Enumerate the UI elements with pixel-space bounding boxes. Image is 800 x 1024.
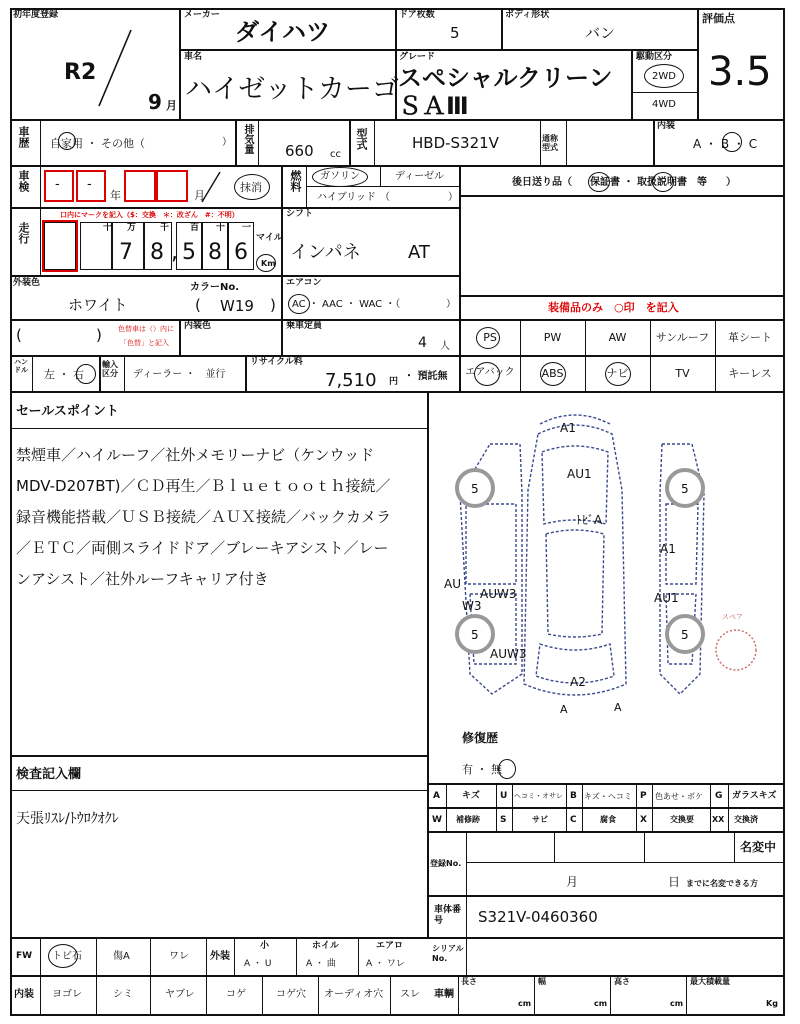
legend-r2-c1: W	[432, 815, 442, 825]
b1-scratch: 傷A	[113, 951, 130, 962]
shift-label: シフト	[286, 209, 314, 219]
sales-point-line-5: ンアシスト／社外ルーフキャリア付き	[16, 570, 269, 588]
car-diagram	[430, 394, 782, 724]
int-tear: ヤブレ	[165, 989, 195, 1000]
registration-month-unit: 月	[566, 875, 579, 889]
serial-label: シリアルNo.	[432, 944, 464, 963]
legend-div-6	[636, 784, 637, 832]
legend-r2-c9: XX	[712, 815, 725, 824]
mileage-comma: ,	[171, 240, 178, 265]
aero-value: A ・ ワレ	[366, 959, 405, 969]
serial-divider	[466, 938, 467, 976]
mark-tobi-a: ﾄﾋﾞA	[576, 513, 603, 527]
int-audio-hole: オーディオ穴	[324, 989, 384, 1000]
mark-a2: A2	[570, 675, 586, 689]
fuel-diesel: ディーゼル	[395, 171, 444, 182]
inspector-cell	[10, 756, 428, 938]
legend-r1-c1: A	[433, 791, 440, 801]
legend-r1-c6: キズ・ヘコミ	[584, 792, 632, 801]
equip-col-divider-3	[650, 320, 651, 392]
color-change-note-2: 「色替」と記入	[120, 339, 169, 347]
history-label: 車歴	[17, 126, 30, 148]
equip-aw: AW	[608, 331, 627, 344]
mark-a-rear-left: A	[560, 703, 568, 716]
registration-label: 登録No.	[430, 859, 462, 868]
equip-ps-circle	[476, 327, 500, 349]
inspection-month-unit: 月	[194, 189, 205, 202]
legend-r1-c4: ヘコミ・オサレ	[514, 792, 563, 800]
b1-div-1	[96, 938, 97, 976]
mileage-note: 口内にマークを記入（$：交換 ＊：改ざん #：不明）	[60, 211, 239, 219]
docs-manual-circle	[652, 172, 674, 192]
mileage-label-divider	[40, 208, 41, 276]
mark-a1-right: A1	[660, 542, 676, 556]
ext-color-value: ホワイト	[68, 296, 128, 314]
registration-box-div-1	[554, 832, 555, 862]
fw-value-circle	[48, 944, 78, 968]
import-value: ディーラー ・ 並行	[133, 369, 226, 380]
fw-value: トビ石	[52, 951, 82, 962]
mileage-unit-jyuman: 十	[103, 223, 113, 233]
ext-color-label: 外装色	[13, 278, 41, 288]
registration-box-div-3	[734, 832, 735, 862]
vin-value: S321V-0460360	[478, 908, 598, 926]
b2-div-3	[206, 976, 207, 1016]
first-reg-slash	[95, 28, 135, 108]
first-reg-era: R2	[64, 60, 97, 85]
color-no-close: )	[270, 296, 276, 314]
aircon-label: エアコン	[286, 278, 322, 288]
model-label: 型式	[355, 128, 368, 150]
int-color-label: 内装色	[184, 321, 212, 331]
legend-r1-c5: B	[570, 791, 577, 801]
repair-value: 有 ・ 無	[462, 763, 502, 776]
legend-div-3	[512, 784, 513, 832]
equip-leather: 革シート	[728, 331, 772, 344]
mark-w3-left: W3	[462, 599, 482, 613]
aircon-close: ）	[446, 299, 456, 310]
small-value: A ・ U	[244, 959, 272, 969]
legend-r2-c3: S	[500, 815, 507, 825]
inspector-note: 天張ﾘｽﾚ/ﾄｳﾛｸｵｸﾚ	[16, 811, 119, 827]
b2-div-1	[96, 976, 97, 1016]
legend-r1-c10: ガラスキズ	[732, 791, 777, 801]
drive-2wd: 2WD	[652, 71, 676, 82]
first-reg-label: 初年度登録	[13, 10, 59, 20]
fw-label: FW	[16, 951, 33, 961]
recycle-label: リサイクル料	[250, 357, 303, 367]
equip-navi: ナビ	[606, 367, 629, 380]
fuel-hybrid: ハイブリッド	[317, 192, 376, 203]
fuel-gas: ガソリン	[320, 171, 360, 182]
history-label-divider	[40, 120, 41, 166]
b1-crack: ワレ	[169, 951, 189, 962]
dims-label: 車輌	[434, 989, 454, 1000]
shift-location: インパネ	[290, 242, 361, 263]
handle-right-circle	[76, 364, 96, 384]
mark-a1-top: A1	[560, 421, 576, 435]
equip-tv: TV	[675, 367, 690, 380]
interior-grade-label: 内装	[657, 121, 676, 131]
mileage-unit-man: 万	[127, 223, 137, 233]
model-label-divider	[374, 120, 375, 166]
mileage-unit-mile: マイル	[256, 233, 283, 243]
fuel-gas-circle	[312, 167, 368, 187]
history-close: ）	[222, 137, 232, 148]
dims-div-3	[686, 976, 687, 1016]
inspection-dash2: -	[87, 177, 92, 192]
legend-r1-c9: G	[715, 791, 723, 801]
sales-point-line-4: ／ＥＴＣ／両側スライドドア／ブレーキアシスト／レー	[16, 539, 389, 557]
maker-label: メーカー	[184, 10, 220, 20]
aircon-ac-circle	[288, 294, 310, 314]
equip-pw: PW	[543, 331, 562, 344]
common-model-divider	[540, 120, 541, 166]
inspection-year-unit: 年	[110, 189, 121, 202]
model-value: HBD-S321V	[412, 134, 499, 152]
equip-col-divider-1	[520, 320, 521, 392]
vin-label-divider	[466, 896, 467, 938]
score-value: 3.5	[708, 49, 772, 95]
b1-div-6	[358, 938, 359, 976]
spare-label: スペア	[722, 613, 743, 621]
sales-point-line-1: 禁煙車／ハイルーフ／社外メモリーナビ（ケンウッド	[16, 446, 375, 464]
fuel-label-divider	[306, 166, 307, 208]
body-label: ボディ形状	[505, 10, 550, 20]
car-name-value: ハイゼットカーゴ	[185, 74, 399, 105]
mileage-digit-7: 6	[234, 240, 248, 265]
exterior-label: 外装	[210, 951, 230, 962]
grade-label: グレード	[399, 52, 436, 62]
shift-type: AT	[408, 242, 430, 263]
legend-div-7	[652, 784, 653, 832]
inspector-label: 検査記入欄	[16, 767, 82, 782]
mark-au-left: AU	[444, 577, 461, 591]
mark-a-rear-right: A	[614, 701, 622, 714]
b2-div-5	[318, 976, 319, 1016]
registration-label-divider	[466, 832, 467, 896]
b1-div-3	[206, 938, 207, 976]
fuel-other-close: ）	[448, 192, 458, 203]
inspection-slash	[200, 170, 222, 204]
fuel-label: 燃料	[289, 170, 302, 192]
maker-value: ダイハツ	[235, 18, 331, 46]
wheel-value: A ・ 曲	[306, 959, 336, 969]
registration-day-unit: 日	[668, 875, 681, 889]
mileage-km-circle	[256, 254, 276, 272]
doors-value: 5	[450, 24, 460, 42]
wheel-label: ホイル	[312, 941, 340, 951]
legend-r2-c8: 交換要	[670, 815, 694, 824]
mileage-digit-3: 7	[119, 240, 133, 265]
equip-navi-circle	[605, 362, 631, 386]
registration-box-div-2	[644, 832, 645, 862]
legend-div-9	[728, 784, 729, 832]
grade-value: スペシャルクリーンＳＡⅢ	[398, 64, 613, 120]
legend-r2-c7: X	[640, 815, 647, 825]
legend-div-5	[582, 784, 583, 832]
import-label: 輸入区分	[102, 360, 118, 378]
equip-sunroof: サンルーフ	[655, 331, 710, 344]
color-no-label: カラーNo.	[190, 282, 240, 293]
tire-rr: 5	[681, 628, 689, 642]
registration-deadline-note: までに名変できる方	[686, 879, 758, 888]
legend-r2-c4: サビ	[532, 815, 548, 824]
car-name-label: 車名	[184, 52, 203, 62]
fuel-col-divider	[380, 166, 381, 186]
legend-div-8	[710, 784, 711, 832]
b2-div-0	[40, 976, 41, 1016]
b1-div-2	[150, 938, 151, 976]
interior-grade-b-circle	[722, 132, 742, 152]
docs-close: ）	[726, 177, 736, 188]
docs-body	[460, 196, 785, 296]
handle-label: ハンドル	[14, 358, 28, 374]
int-rub: スレ	[400, 989, 420, 1000]
equip-col-divider-2	[585, 320, 586, 392]
first-reg-month-unit: 月	[166, 99, 177, 112]
b2-div-6	[390, 976, 391, 1016]
color-no-open: (	[195, 296, 201, 314]
int-dirt: ヨゴレ	[52, 989, 82, 1000]
length-unit: cm	[518, 999, 532, 1008]
import-label-divider	[124, 356, 125, 392]
mark-au1-roof: AU1	[567, 467, 592, 481]
doors-label: ドア枚数	[399, 10, 435, 20]
recycle-value: 7,510	[325, 370, 377, 391]
b2-div-2	[150, 976, 151, 1016]
width-label: 幅	[538, 977, 546, 986]
vin-label: 車体番号	[434, 905, 462, 926]
int-stain: シミ	[113, 989, 133, 1000]
legend-r1-c2: キズ	[462, 791, 480, 801]
fuel-other: （	[380, 192, 390, 203]
load-label: 最大積載量	[690, 977, 730, 986]
legend-div-4	[566, 784, 567, 832]
mileage-unit-ichi: 一	[242, 223, 252, 233]
history-value: 自家用 ・ その他（	[50, 137, 145, 150]
inspection-month-box1	[124, 170, 156, 202]
inspector-label-divider	[10, 790, 428, 791]
docs-label: 後日送り品（	[512, 177, 572, 188]
aircon-value: AC ・ AAC ・ WAC ・（	[292, 299, 401, 310]
equip-ps: PS	[483, 331, 497, 344]
recycle-status: ・ 預託無	[404, 371, 448, 382]
inspection-none: 抹消	[240, 181, 262, 194]
inspection-label-divider	[40, 166, 41, 208]
drive-4wd: 4WD	[652, 99, 676, 110]
mileage-digit-6: 8	[208, 240, 222, 265]
int-burn-hole: コゲ穴	[276, 989, 306, 1000]
displacement-value: 660	[285, 142, 314, 160]
equip-abs-circle	[540, 362, 566, 386]
displacement-label: 排気量	[242, 124, 253, 154]
recycle-unit: 円	[389, 377, 399, 387]
docs-warranty-circle	[588, 172, 610, 192]
color-change-note-1: 色替車は（）内に	[118, 325, 174, 333]
height-label: 高さ	[614, 977, 630, 986]
drive-label: 駆動区分	[636, 52, 673, 62]
inspection-dash1: -	[55, 177, 60, 192]
small-label: 小	[260, 941, 270, 951]
color-change-open: (	[16, 326, 22, 344]
score-label: 評価点	[702, 12, 735, 25]
capacity-unit: 人	[440, 341, 450, 352]
mileage-unit-hyaku: 百	[190, 223, 200, 233]
int-label: 内装	[14, 989, 34, 1000]
legend-r2-c5: C	[570, 815, 577, 825]
docs-items: 保証書 ・ 取扱説明書 等	[590, 177, 707, 188]
model-cell	[350, 120, 654, 166]
aero-label: エアロ	[376, 941, 404, 951]
tire-fl: 5	[471, 482, 479, 496]
mileage-digit-box-1	[44, 222, 76, 270]
mileage-unit-sen: 千	[160, 223, 170, 233]
sales-points-label-divider	[10, 428, 428, 429]
height-unit: cm	[670, 999, 684, 1008]
registration-mid-divider	[466, 862, 785, 863]
mileage-digit-4: 8	[150, 240, 164, 265]
mileage-unit-km: Km	[261, 259, 276, 268]
color-change-close: )	[96, 326, 102, 344]
mileage-unit-jyu: 十	[216, 223, 226, 233]
equip-airbag-circle	[474, 362, 500, 386]
legend-div-2	[496, 784, 497, 832]
width-unit: cm	[594, 999, 608, 1008]
dims-div-1	[534, 976, 535, 1016]
b2-div-4	[262, 976, 263, 1016]
capacity-value: 4	[418, 335, 427, 351]
repair-label: 修復歴	[462, 731, 499, 745]
length-label: 長さ	[461, 977, 477, 986]
color-no-value: W19	[220, 297, 254, 315]
capacity-label: 乗車定員	[286, 321, 323, 331]
equip-header: 装備品のみ ○印 を記入	[548, 301, 679, 314]
handle-label-divider	[32, 356, 33, 392]
inspection-month-box2	[156, 170, 188, 202]
registration-name-change: 名変中	[740, 840, 777, 854]
legend-r1-c7: P	[640, 791, 647, 801]
dims-div-2	[610, 976, 611, 1016]
mileage-label: 走行	[17, 222, 30, 244]
equip-keyless: キーレス	[728, 367, 772, 380]
equip-col-divider-4	[715, 320, 716, 392]
history-jikayo-circle	[58, 132, 76, 150]
legend-r1-c3: U	[500, 791, 508, 801]
first-reg-month: 9	[148, 90, 162, 114]
sales-point-line-3: 録音機能搭載／ＵＳＢ接続／ＡＵＸ接続／バックカメラ	[16, 508, 392, 526]
b1-div-5	[296, 938, 297, 976]
common-model-label: 通称型式	[542, 134, 558, 152]
legend-r2-c2: 補修跡	[456, 815, 480, 824]
drive-2wd-circle	[644, 64, 684, 88]
int-burn: コゲ	[226, 989, 246, 1000]
spare-tire-circle	[716, 630, 756, 670]
body-value: バン	[585, 24, 616, 42]
legend-div-1	[446, 784, 447, 832]
mark-auw3-rear: AUW3	[490, 647, 527, 661]
sales-points-label: セールスポイント	[16, 404, 119, 419]
interior-grade-value: A ・ B ・ C	[693, 137, 758, 151]
legend-r1-c8: 色あせ・ボケ	[655, 792, 703, 801]
load-unit: Kg	[766, 999, 778, 1008]
legend-r2-c10: 交換済	[734, 815, 758, 824]
mark-au1-right: AU1	[654, 591, 679, 605]
inspection-label: 車検	[17, 170, 30, 192]
common-model-value-divider	[566, 120, 567, 166]
displacement-unit: cc	[330, 149, 341, 160]
fw-divider	[40, 938, 41, 976]
displacement-label-divider	[258, 120, 259, 166]
inspection-none-circle	[234, 174, 270, 200]
sales-point-line-2: MDV-D207BT)／ＣＤ再生／Ｂｌｕｅｔｏｏｔｈ接続／	[16, 477, 391, 495]
drive-divider	[632, 92, 698, 93]
equip-airbag: エアバック	[465, 367, 515, 378]
repair-none-circle	[498, 759, 516, 779]
tire-rl: 5	[471, 628, 479, 642]
mileage-digit-5: 5	[182, 240, 196, 265]
handle-value: 左 ・ 右	[44, 368, 84, 381]
equip-abs: ABS	[541, 367, 564, 380]
mark-auw3-left: AUW3	[480, 587, 517, 601]
tire-fr: 5	[681, 482, 689, 496]
legend-r2-c6: 腐食	[600, 815, 616, 824]
b1-div-4	[234, 938, 235, 976]
dims-divider	[458, 976, 459, 1016]
